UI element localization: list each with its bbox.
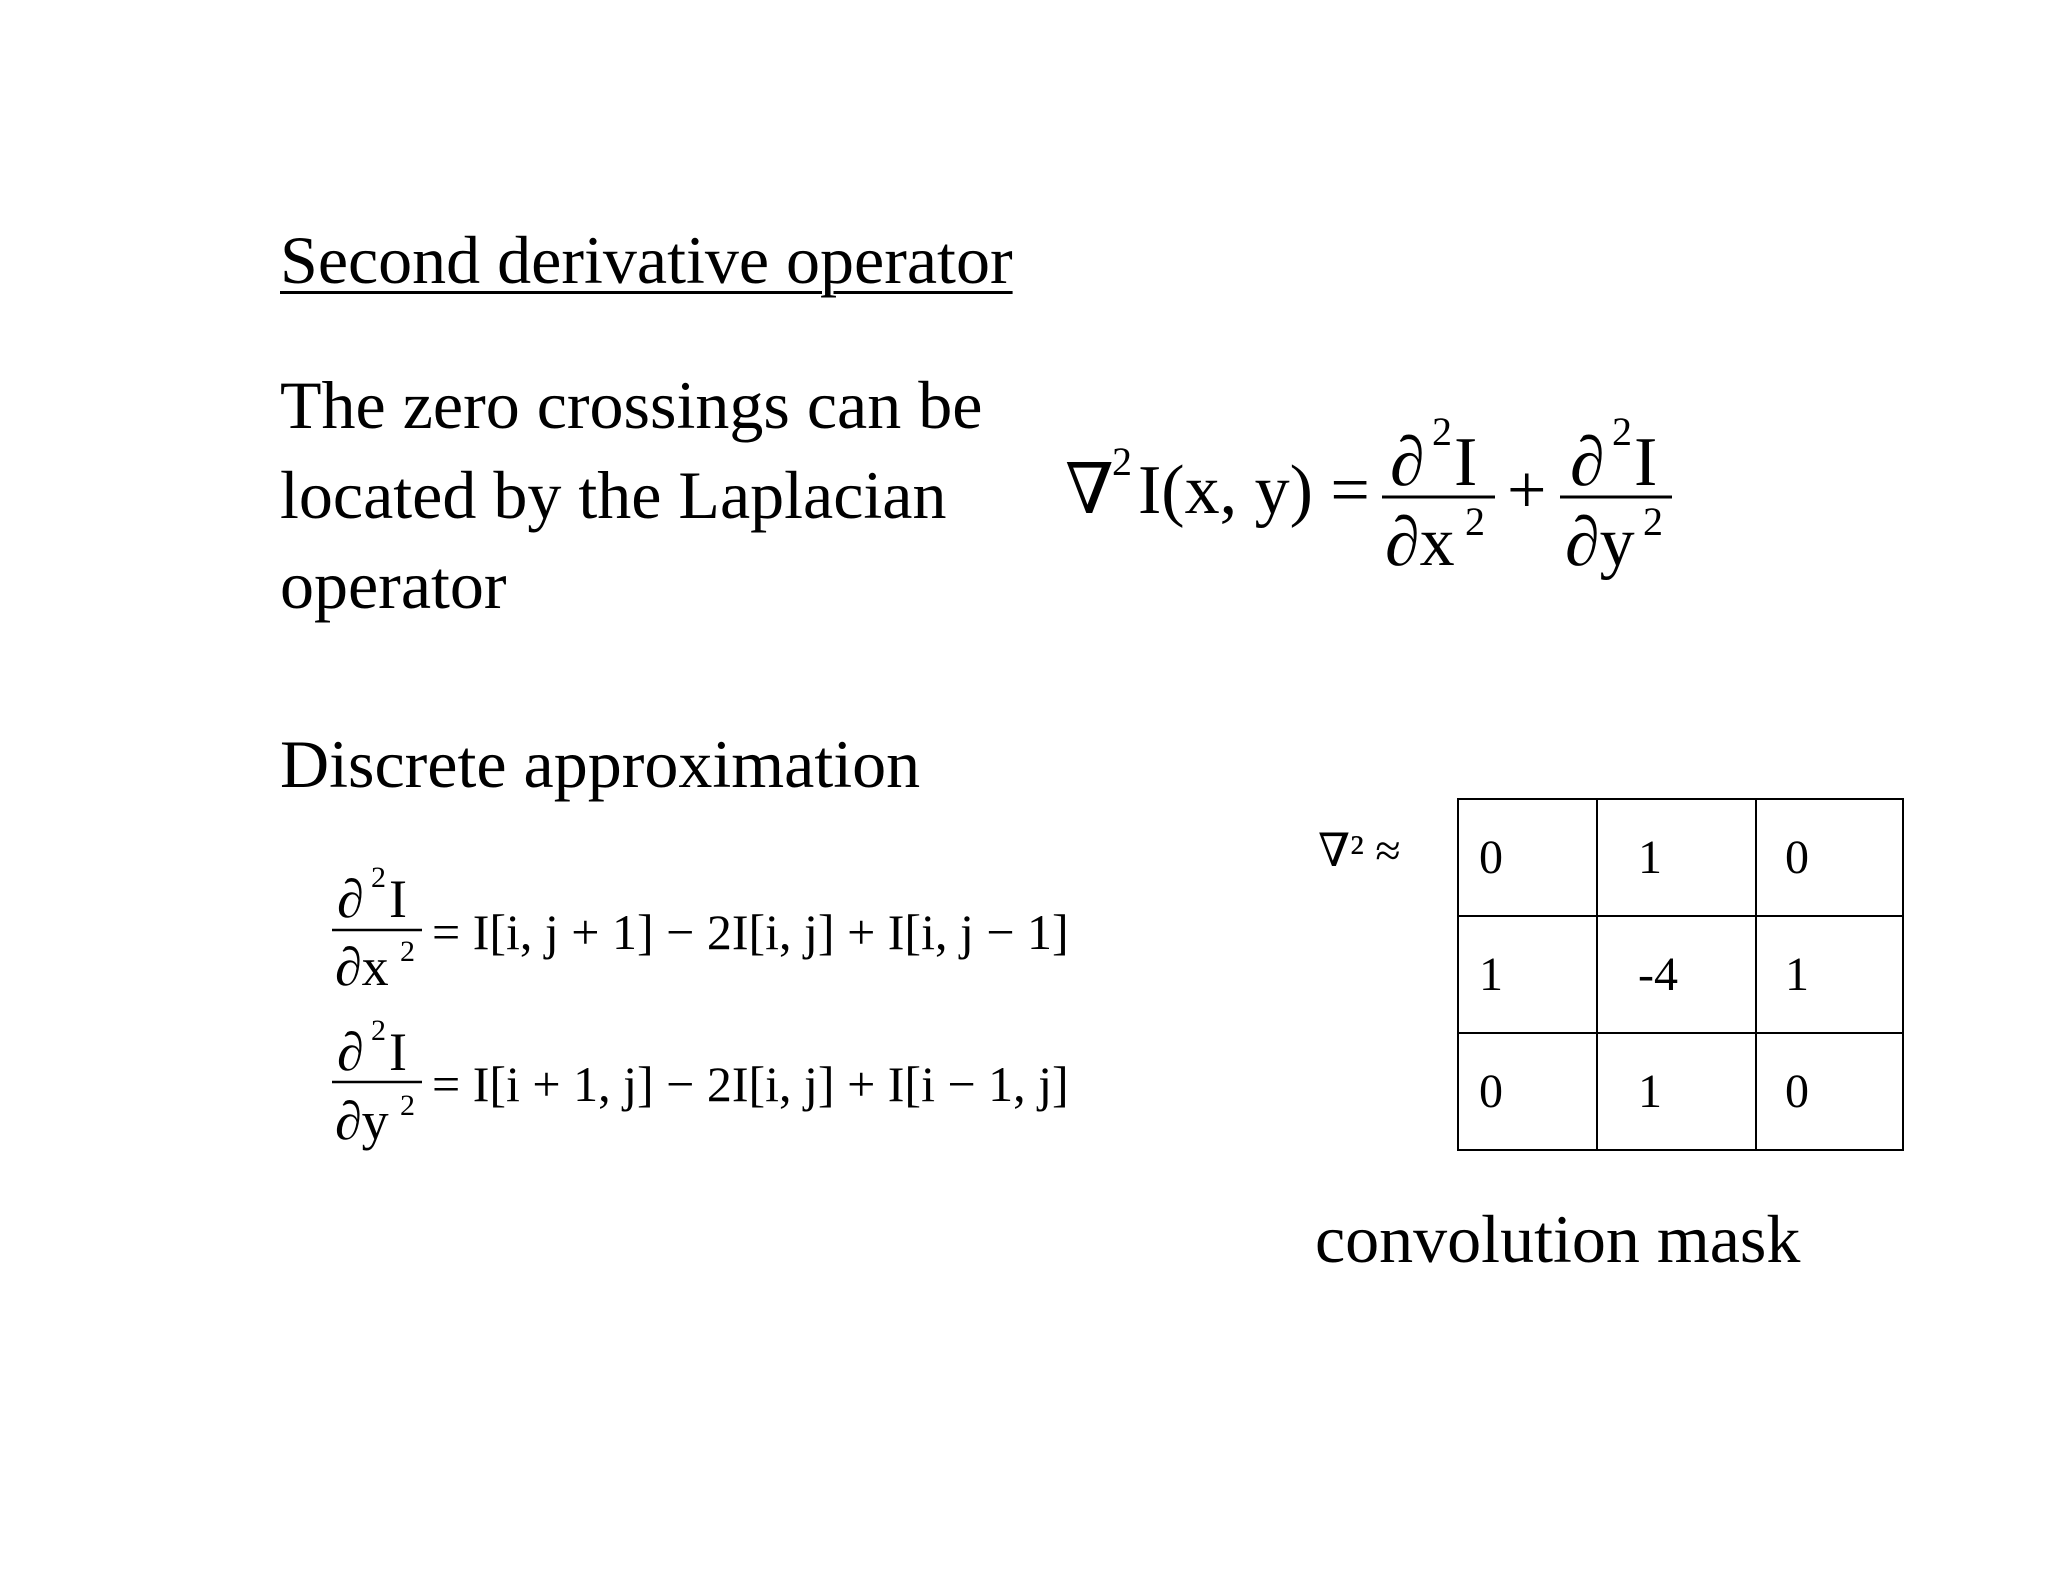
eq2-num-var: I bbox=[389, 1022, 407, 1082]
frac1-num-partial: ∂ bbox=[1390, 424, 1425, 501]
discrete-title: Discrete approximation bbox=[280, 726, 921, 802]
eq2-rhs: = I[i + 1, j] − 2I[i, j] + I[i − 1, j] bbox=[432, 1056, 1069, 1112]
eq1-den-sup: 2 bbox=[400, 935, 415, 968]
eq1-num-partial: ∂ bbox=[337, 869, 364, 929]
laplacian-equation bbox=[1050, 395, 1690, 595]
mask-cell: 1 bbox=[1597, 799, 1756, 916]
nabla-symbol: ∇ bbox=[1065, 452, 1114, 529]
eq1-den-partial: ∂x bbox=[335, 937, 389, 997]
mask-cell: 0 bbox=[1458, 799, 1597, 916]
mask-cell: 0 bbox=[1756, 1033, 1903, 1150]
frac1-num-sup: 2 bbox=[1432, 409, 1452, 454]
mask-prefix: ∇² ≈ bbox=[1318, 825, 1401, 876]
slide-title: Second derivative operator bbox=[280, 222, 1013, 298]
eq2-num-partial: ∂ bbox=[337, 1022, 364, 1082]
discrete-equations bbox=[320, 855, 1080, 1175]
frac2-den-sup: 2 bbox=[1643, 499, 1663, 544]
mask-row bbox=[1458, 799, 1903, 916]
intro-line-1: The zero crossings can be bbox=[280, 367, 983, 443]
mask-caption: convolution mask bbox=[1315, 1201, 1801, 1277]
eq2-den-partial: ∂y bbox=[335, 1091, 389, 1151]
frac2-num-sup: 2 bbox=[1612, 409, 1632, 454]
eq2-den-sup: 2 bbox=[400, 1089, 415, 1122]
eq2-num-sup: 2 bbox=[371, 1014, 386, 1047]
intro-line-3: operator bbox=[280, 547, 507, 623]
eq1-num-sup: 2 bbox=[371, 861, 386, 894]
mask-cell: 1 bbox=[1458, 916, 1597, 1033]
laplacian-lhs: I(x, y) = bbox=[1138, 452, 1370, 529]
frac2-num-partial: ∂ bbox=[1570, 424, 1605, 501]
mask-cell: 0 bbox=[1458, 1033, 1597, 1150]
eq1-num-var: I bbox=[389, 869, 407, 929]
convolution-mask bbox=[1457, 798, 1904, 1151]
intro-line-2: located by the Laplacian bbox=[280, 457, 947, 533]
mask-cell: -4 bbox=[1597, 916, 1756, 1033]
frac2-num-var: I bbox=[1634, 424, 1658, 501]
mask-cell: 1 bbox=[1756, 916, 1903, 1033]
frac1-den-sup: 2 bbox=[1465, 499, 1485, 544]
nabla-sup: 2 bbox=[1112, 439, 1132, 484]
frac2-den-partial: ∂y bbox=[1565, 504, 1635, 581]
frac1-num-var: I bbox=[1454, 424, 1478, 501]
mask-row bbox=[1458, 916, 1903, 1033]
frac1-den-partial: ∂x bbox=[1385, 504, 1455, 581]
intro-text bbox=[280, 360, 982, 630]
eq1-rhs: = I[i, j + 1] − 2I[i, j] + I[i, j − 1] bbox=[432, 904, 1069, 960]
mask-row bbox=[1458, 1033, 1903, 1150]
mask-cell: 1 bbox=[1597, 1033, 1756, 1150]
plus-sign: + bbox=[1507, 452, 1547, 529]
mask-cell: 0 bbox=[1756, 799, 1903, 916]
